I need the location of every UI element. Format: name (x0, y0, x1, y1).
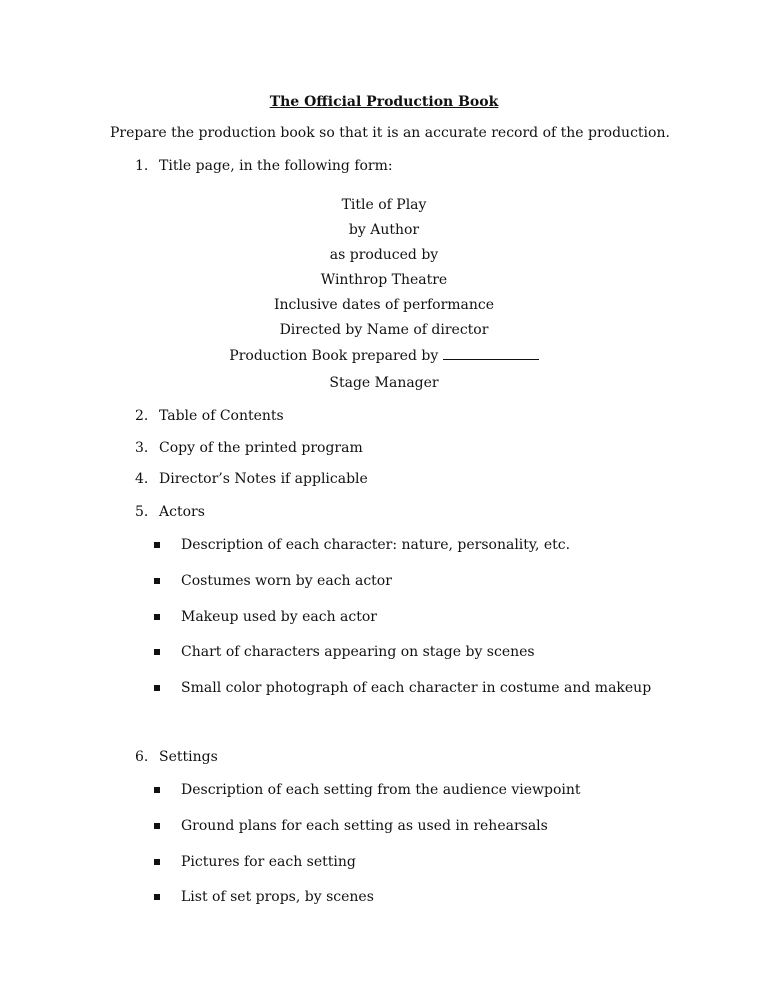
form-line: Inclusive dates of performance (273, 297, 495, 313)
square-bullet-icon (154, 614, 160, 620)
item-number: 1. (135, 158, 149, 174)
form-line-prepared-by (0, 346, 768, 365)
item-text: Copy of the printed program (159, 440, 363, 456)
item-text: Actors (159, 504, 205, 520)
square-bullet-icon (154, 894, 160, 900)
form-line: as produced by (329, 247, 439, 263)
bullet-text: Small color photograph of each character in costume and makeup (181, 680, 652, 696)
square-bullet-icon (154, 823, 160, 829)
document-title: The Official Production Book (269, 94, 499, 110)
item-number: 6. (135, 749, 149, 765)
form-line: Stage Manager (329, 375, 439, 391)
bullet-text: Description of each character: nature, personality, etc. (181, 537, 571, 553)
item-number: 4. (135, 471, 149, 487)
item-number: 2. (135, 408, 149, 424)
square-bullet-icon (154, 649, 160, 655)
bullet-text: Description of each setting from the audience viewpoint (181, 782, 581, 798)
form-line: Winthrop Theatre (320, 272, 448, 288)
intro-paragraph: Prepare the production book so that it is an accurate record of the production. (110, 125, 670, 141)
bullet-text: List of set props, by scenes (181, 889, 374, 905)
bullet-text: Makeup used by each actor (181, 609, 377, 625)
square-bullet-icon (154, 859, 160, 865)
square-bullet-icon (154, 685, 160, 691)
bullet-text: Costumes worn by each actor (181, 573, 392, 589)
item-text: Title page, in the following form: (159, 158, 393, 174)
item-number: 5. (135, 504, 149, 520)
blank-line (443, 346, 539, 360)
item-text: Director’s Notes if applicable (159, 471, 368, 487)
square-bullet-icon (154, 578, 160, 584)
bullet-text: Pictures for each setting (181, 854, 356, 870)
form-line: Title of Play (341, 197, 427, 213)
item-number: 3. (135, 440, 149, 456)
prepared-by-label: Production Book prepared by (229, 348, 439, 364)
item-text: Settings (159, 749, 218, 765)
square-bullet-icon (154, 787, 160, 793)
form-line: Directed by Name of director (279, 322, 489, 338)
form-line: by Author (348, 222, 420, 238)
item-text: Table of Contents (159, 408, 284, 424)
square-bullet-icon (154, 542, 160, 548)
bullet-text: Ground plans for each setting as used in rehearsals (181, 818, 548, 834)
bullet-text: Chart of characters appearing on stage by scenes (181, 644, 535, 660)
